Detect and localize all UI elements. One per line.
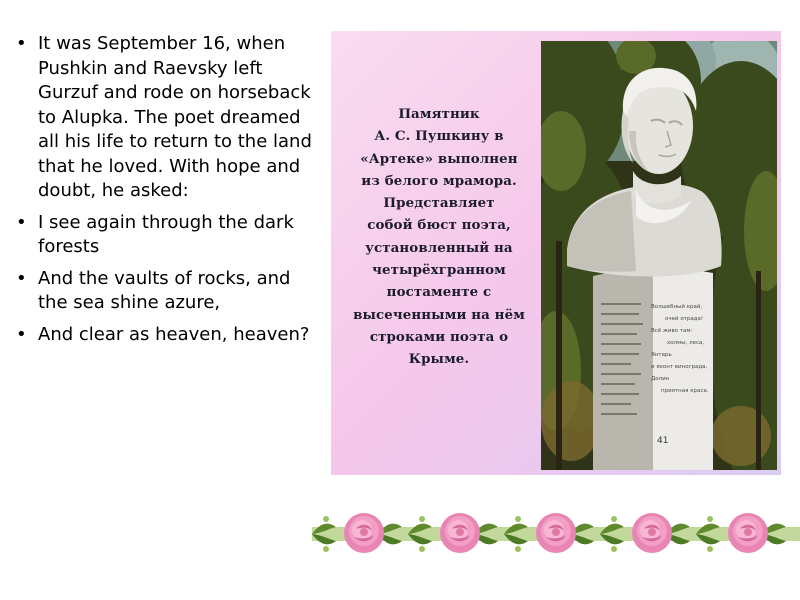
rose-icon xyxy=(728,513,768,553)
monument-caption xyxy=(339,103,539,371)
caption-line: четырёхгранном xyxy=(372,262,506,279)
bullet-item xyxy=(14,32,314,204)
caption-line: «Артеке» выполнен xyxy=(360,150,518,167)
caption-line: Представляет xyxy=(383,195,495,212)
inscription-line: холмы, леса, xyxy=(667,340,705,346)
caption-line: Памятник xyxy=(398,106,480,122)
inscription-line: очей отрада! xyxy=(665,316,704,322)
caption-line: установленный на xyxy=(365,239,513,256)
inscription-line: и яхонт винограда, xyxy=(651,364,708,370)
bust-illustration xyxy=(541,41,777,470)
bullet-text: And the vaults of rocks, and the sea shine azure, xyxy=(38,267,291,313)
caption-line: из белого мрамора. xyxy=(361,172,517,189)
rose-icon xyxy=(632,513,672,553)
pedestal-inscription xyxy=(651,301,713,397)
inscription-line: Всё живо там: xyxy=(651,328,693,334)
bullet-dot: • xyxy=(16,267,27,289)
monument-picture-frame xyxy=(331,31,781,475)
bullet-text: It was September 16, when Pushkin and Raevsky left Gurzuf and rode on horseback to Alupka. The poet dreamed all his life to return to the land that he loved. With hope and doubt, he asked: xyxy=(38,33,312,201)
bullet-text: I see again through the dark forests xyxy=(38,211,294,257)
pedestal-number: 41 xyxy=(657,436,669,446)
bullet-text: And clear as heaven, heaven? xyxy=(38,323,310,345)
inscription-line: Долин xyxy=(651,376,670,382)
rose-icon xyxy=(536,513,576,553)
caption-line: А. С. Пушкину в xyxy=(374,128,504,145)
caption-line: постаменте с xyxy=(386,284,492,301)
caption-line: строками поэта о xyxy=(369,328,509,345)
bullet-dot: • xyxy=(16,211,27,233)
caption-line: Крыме. xyxy=(408,351,470,368)
rose-icon xyxy=(440,513,480,553)
inscription-line: приятная краса. xyxy=(661,388,709,394)
bullet-dot: • xyxy=(16,323,27,345)
rose-icon xyxy=(344,513,384,553)
caption-line: собой бюст поэта, xyxy=(367,217,511,234)
inscription-line: Янтарь xyxy=(651,352,672,358)
bullet-list xyxy=(14,32,314,354)
rose-garland-border xyxy=(312,505,800,563)
inscription-line: Волшебный край, xyxy=(651,304,703,310)
bullet-item xyxy=(14,211,314,260)
pushkin-bust-photo xyxy=(541,41,777,470)
bullet-dot: • xyxy=(16,33,27,54)
bullet-item xyxy=(14,323,314,348)
caption-line: высеченными на нём xyxy=(353,306,525,323)
bullet-item xyxy=(14,267,314,316)
